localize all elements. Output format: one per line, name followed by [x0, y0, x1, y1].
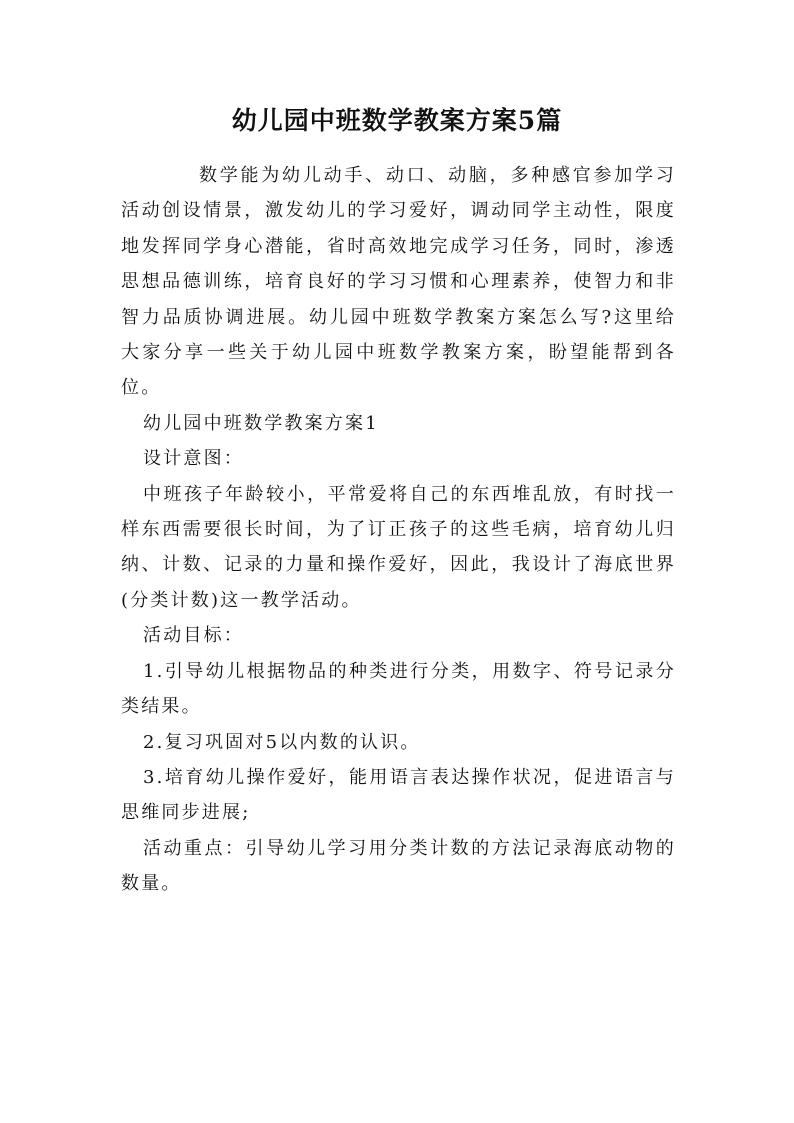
design-intent-paragraph: 中班孩子年龄较小，平常爱将自己的东西堆乱放，有时找一样东西需要很长时间，为了订正孩子的这些毛病，培育幼儿归纳、计数、记录的力量和操作爱好，因此，我设计了海底世界(分类计数)这一教学活动。: [121, 483, 676, 611]
section-heading: 幼儿园中班数学教案方案1: [143, 412, 379, 434]
document-body: [121, 158, 676, 902]
goal-item-2: 2.复习巩固对5以内数的认识。: [143, 731, 421, 753]
activity-focus-paragraph: 活动重点：引导幼儿学习用分类计数的方法记录海底动物的数量。: [121, 837, 676, 895]
intro-paragraph: 数学能为幼儿动手、动口、动脑，多种感官参加学习活动创设情景，激发幼儿的学习爱好，调动同学主动性，限度地发挥同学身心潜能，省时高效地完成学习任务，同时，渗透思想品德训练，培育良好的学习习惯和心理素养，使智力和非智力品质协调进展。幼儿园中班数学教案方案怎么写?这里给大家分享一些关于幼儿园中班数学教案方案，盼望能帮到各位。: [121, 165, 676, 399]
goal-item-3: 3.培育幼儿操作爱好，能用语言表达操作状况，促进语言与思维同步进展;: [121, 766, 676, 824]
document-title: 幼儿园中班数学教案方案5篇: [231, 106, 563, 135]
activity-goals-label: 活动目标：: [143, 625, 244, 647]
goal-item-1: 1.引导幼儿根据物品的种类进行分类，用数字、符号记录分类结果。: [121, 660, 676, 718]
design-intent-label: 设计意图：: [143, 448, 244, 470]
